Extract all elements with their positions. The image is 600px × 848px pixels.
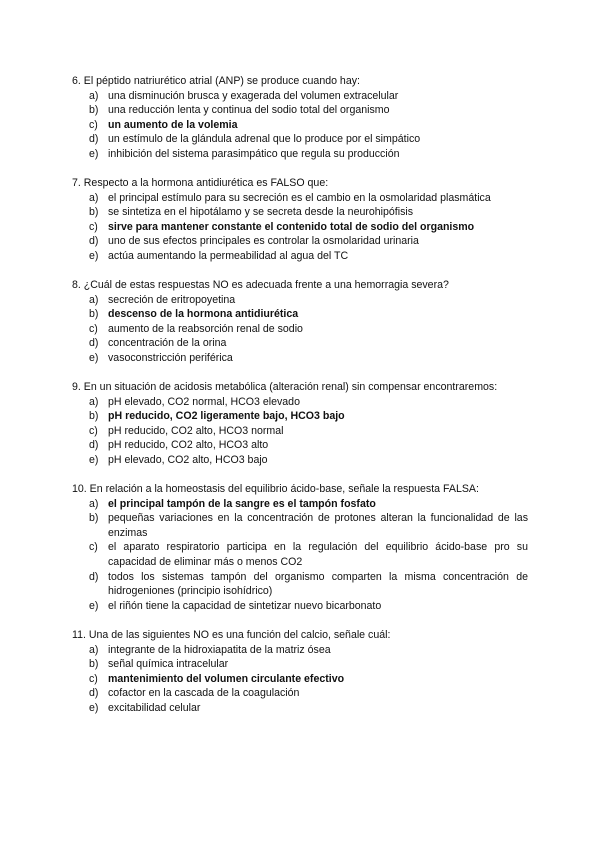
option-letter: c) [89, 118, 98, 131]
option-letter: e) [89, 147, 99, 160]
option-item [72, 293, 528, 308]
option-text: un estímulo de la glándula adrenal que lo produce por el simpático [108, 133, 421, 146]
option-item-correct [72, 220, 528, 235]
option-text: un aumento de la volemia [108, 118, 238, 131]
option-text: todos los sistemas tampón del organismo comparten la misma concentración de hidrogeniones (principio isohídrico) [108, 570, 528, 598]
option-list [72, 89, 528, 162]
question-stem: 6. El péptido natriurético atrial (ANP) se produce cuando hay: [72, 75, 360, 87]
option-text: pequeñas variaciones en la concentración de protones alteran la funcionalidad de las enzimas [108, 512, 528, 539]
option-item [72, 540, 528, 569]
option-text: el principal tampón de la sangre es el tampón fosfato [108, 497, 376, 510]
option-text: excitabilidad celular [108, 701, 201, 714]
option-text: mantenimiento del volumen circulante efectivo [108, 672, 345, 685]
option-item-correct [72, 409, 528, 424]
option-letter: c) [89, 322, 98, 335]
option-letter: c) [89, 672, 98, 685]
option-item [72, 657, 528, 672]
option-item [72, 570, 528, 599]
question-stem: 8. ¿Cuál de estas respuestas NO es adecuada frente a una hemorragia severa? [72, 279, 449, 291]
option-letter: a) [89, 497, 99, 510]
option-letter: c) [89, 541, 98, 554]
question-stem: 7. Respecto a la hormona antidiurética es FALSO que: [72, 177, 329, 189]
option-item [72, 89, 528, 104]
option-letter: e) [89, 351, 99, 364]
option-item [72, 453, 528, 468]
option-text: una disminución brusca y exagerada del volumen extracelular [108, 89, 399, 102]
option-item [72, 424, 528, 439]
option-text: pH elevado, CO2 alto, HCO3 bajo [108, 453, 268, 466]
option-text: secreción de eritropoyetina [108, 293, 236, 306]
option-letter: a) [89, 643, 99, 656]
option-item [72, 395, 528, 410]
option-item-correct [72, 307, 528, 322]
option-letter: b) [89, 410, 99, 423]
option-letter: d) [89, 133, 99, 146]
option-item [72, 205, 528, 220]
option-letter: e) [89, 249, 99, 262]
option-letter: d) [89, 570, 99, 583]
option-item [72, 438, 528, 453]
option-item-correct [72, 672, 528, 687]
option-letter: c) [89, 220, 98, 233]
option-item-correct [72, 497, 528, 512]
option-text: señal química intracelular [108, 658, 229, 671]
option-text: el riñón tiene la capacidad de sintetizar nuevo bicarbonato [108, 599, 382, 612]
option-text: sirve para mantener constante el contenido total de sodio del organismo [108, 220, 475, 233]
option-text: pH elevado, CO2 normal, HCO3 elevado [108, 395, 300, 408]
option-letter: c) [89, 424, 98, 437]
option-list [72, 293, 528, 366]
option-item [72, 336, 528, 351]
option-text: se sintetiza en el hipotálamo y se secreta desde la neurohipófisis [108, 206, 414, 219]
option-item [72, 191, 528, 206]
option-letter: e) [89, 701, 99, 714]
option-text: integrante de la hidroxiapatita de la matriz ósea [108, 643, 331, 656]
option-item-correct [72, 118, 528, 133]
option-item [72, 686, 528, 701]
option-item [72, 322, 528, 337]
option-letter: a) [89, 293, 99, 306]
question-stem: 9. En un situación de acidosis metabólica (alteración renal) sin compensar encontraremos: [72, 381, 498, 393]
option-letter: a) [89, 89, 99, 102]
option-list [72, 643, 528, 716]
question-6 [72, 74, 528, 162]
option-item [72, 249, 528, 264]
option-letter: d) [89, 439, 99, 452]
option-item [72, 132, 528, 147]
option-text: uno de sus efectos principales es controlar la osmolaridad urinaria [108, 235, 419, 248]
option-item [72, 147, 528, 162]
option-list [72, 497, 528, 614]
option-letter: e) [89, 599, 99, 612]
option-text: vasoconstricción periférica [108, 351, 233, 364]
option-item [72, 351, 528, 366]
question-8 [72, 278, 528, 366]
option-letter: a) [89, 191, 99, 204]
question-7 [72, 176, 528, 264]
option-item [72, 599, 528, 614]
option-letter: b) [89, 658, 99, 671]
question-10 [72, 482, 528, 613]
option-text: aumento de la reabsorción renal de sodio [108, 322, 303, 335]
option-text: pH reducido, CO2 alto, HCO3 alto [108, 439, 269, 452]
option-text: pH reducido, CO2 alto, HCO3 normal [108, 424, 284, 437]
option-letter: b) [89, 104, 99, 117]
option-letter: a) [89, 395, 99, 408]
option-item [72, 701, 528, 716]
option-text: una reducción lenta y continua del sodio total del organismo [108, 104, 390, 117]
option-letter: b) [89, 206, 99, 219]
option-list [72, 191, 528, 264]
question-stem: 10. En relación a la homeostasis del equilibrio ácido-base, señale la respuesta FALSA: [72, 483, 479, 495]
option-item [72, 511, 528, 540]
option-text: concentración de la orina [108, 337, 227, 350]
option-letter: b) [89, 512, 99, 525]
option-letter: d) [89, 337, 99, 350]
option-list [72, 395, 528, 468]
option-text: actúa aumentando la permeabilidad al agua del TC [108, 249, 349, 262]
option-text: descenso de la hormona antidiurética [108, 308, 299, 321]
option-letter: d) [89, 235, 99, 248]
option-letter: d) [89, 687, 99, 700]
option-item [72, 643, 528, 658]
option-text: el aparato respiratorio participa en la regulación del equilibrio ácido-base pro su capacidad de eliminar más o menos CO2 [108, 541, 528, 568]
option-text: el principal estímulo para su secreción es el cambio en la osmolaridad plasmática [108, 191, 491, 204]
option-letter: b) [89, 308, 99, 321]
option-item [72, 234, 528, 249]
question-9 [72, 380, 528, 468]
option-item [72, 103, 528, 118]
question-11 [72, 628, 528, 716]
question-stem: 11. Una de las siguientes NO es una función del calcio, señale cuál: [72, 629, 391, 641]
option-text: pH reducido, CO2 ligeramente bajo, HCO3 bajo [108, 410, 345, 423]
option-text: cofactor en la cascada de la coagulación [108, 687, 300, 700]
option-text: inhibición del sistema parasimpático que regula su producción [108, 147, 400, 160]
option-letter: e) [89, 453, 99, 466]
